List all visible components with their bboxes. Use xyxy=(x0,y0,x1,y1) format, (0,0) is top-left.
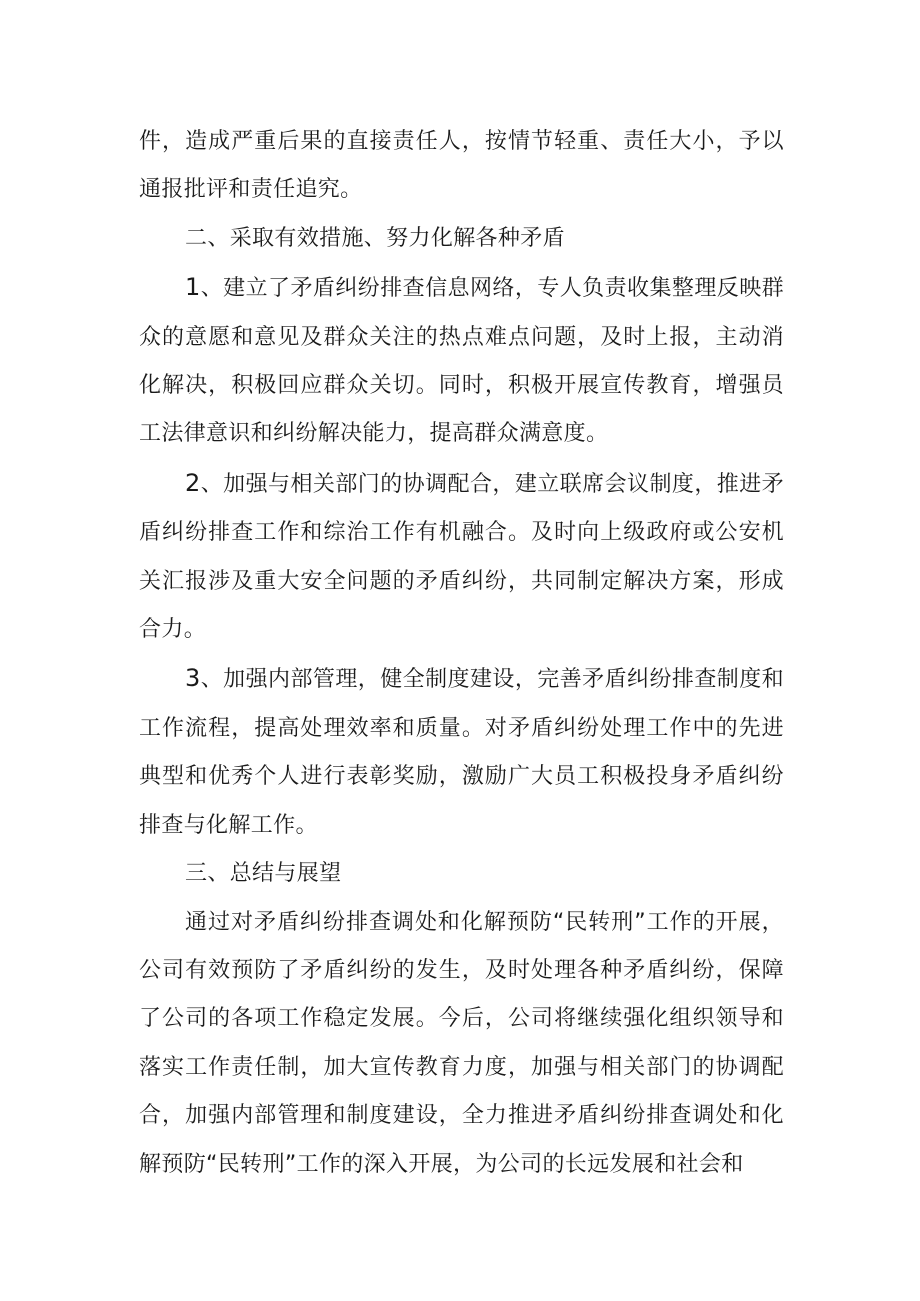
list-item-2 xyxy=(139,459,784,655)
section-heading-3: 三、总结与展望 xyxy=(185,861,342,887)
list-item-number: 3 xyxy=(185,664,201,693)
paragraph-continuation: 件，造成严重后果的直接责任人，按情节轻重、责任大小，予以通报批评和责任追究。 xyxy=(139,129,784,203)
section-heading-2: 二、采取有效措施、努力化解各种矛盾 xyxy=(185,225,565,251)
list-item-1 xyxy=(139,263,784,459)
document-body xyxy=(139,118,784,1189)
list-item-text: 、建立了矛盾纠纷排查信息网络，专人负责收集整理反映群众的意愿和意见及群众关注的热点难点问题，及时上报，主动消化解决，积极回应群众关切。同时，积极开展宣传教育，增强员工法律意识和纠纷解决能力，提高群众满意度。 xyxy=(139,276,784,447)
list-item-number: 1 xyxy=(185,273,201,302)
list-item-3 xyxy=(139,654,784,850)
list-item-text: 、加强与相关部门的协调配合，建立联席会议制度，推进矛盾纠纷排查工作和综治工作有机融合。及时向上级政府或公安机关汇报涉及重大安全问题的矛盾纠纷，共同制定解决方案，形成合力。 xyxy=(139,471,784,643)
body-paragraph: 通过对矛盾纠纷排查调处和化解预防“民转刑”工作的开展，公司有效预防了矛盾纠纷的发生，及时处理各种矛盾纠纷，保障了公司的各项工作稳定发展。今后，公司将继续强化组织领导和落实工作责任制，加大宣传教育力度，加强与相关部门的协调配合，加强内部管理和制度建设，全力推进矛盾纠纷排查调处和化解预防“民转刑”工作的深入开展，为公司的长远发展和社会和 xyxy=(139,909,784,1177)
list-item-number: 2 xyxy=(185,468,201,497)
list-item-text: 、加强内部管理，健全制度建设，完善矛盾纠纷排查制度和工作流程，提高处理效率和质量。对矛盾纠纷处理工作中的先进典型和优秀个人进行表彰奖励，激励广大员工积极投身矛盾纠纷排查与化解工作。 xyxy=(139,667,784,838)
